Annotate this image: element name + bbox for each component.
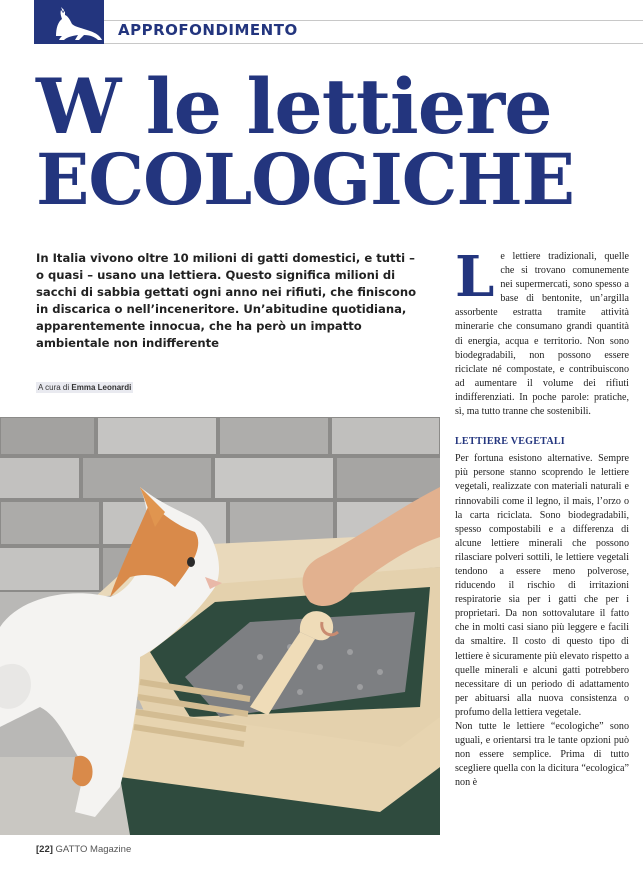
- cat-silhouette-icon: [34, 0, 104, 44]
- byline-author: Emma Leonardi: [71, 383, 132, 392]
- body-column: [455, 244, 629, 790]
- header-divider: [104, 43, 643, 44]
- body-paragraph: [455, 244, 629, 419]
- dropcap: L: [455, 244, 495, 310]
- page-footer: [36, 844, 131, 855]
- byline: [36, 383, 133, 392]
- cat-litter-photo: [0, 417, 440, 835]
- headline-line-2: ECOLOGICHE: [36, 138, 574, 221]
- headline-line-1: W le lettiere: [36, 62, 552, 151]
- page-header: [0, 0, 643, 44]
- body-paragraph-3: Non tutte le lettiere “ecologiche” sono uguali, e orientarsi tra le tante opzioni può non essere semplice. Prima di tutto scegliere quella con la dicitura “ecologica” non è: [455, 721, 629, 789]
- byline-prefix: A cura di: [38, 383, 70, 392]
- section-label: APPROFONDIMENTO: [118, 21, 298, 39]
- photo-illustration: [0, 417, 440, 835]
- lead-paragraph: In Italia vivono oltre 10 milioni di gatti domestici, e tutti – o quasi – usano una lettiera. Questo significa milioni di sacchi di sabbia gettati ogni anno nei rifiuti, che finiscono in discarica o nell’inceneritore. Un’abitudine quotidiana, apparentemente innocua, che ha però un impatto ambientale non indifferente: [36, 251, 417, 350]
- subheading: LETTIERE VEGETALI: [455, 436, 565, 448]
- body-paragraph-2: Per fortuna esistono alternative. Sempre più persone stanno scoprendo le lettiere vegetali, realizzate con materiali naturali e rinnovabili come il legno, il mais, l’orzo o la carta riciclata. Sono biodegradabili, spesso compostabili e a differenza di alcune lettiere minerali che possono rilasciare polveri sottili, le lettiere vegetali tendono a essere meno polverose, riducendo il rischio di irritazioni respiratorie sia per i gatti che per i proprietari. Da non sottovalutare il fatto che in molti casi siano più leggere e facili da smaltire. Il costo di questo tipo di lettiere è sicuramente più elevato rispetto a quelle minerali e alcuni gatti potrebbero necessitare di un periodo di adattamento per abituarsi alla nuova consistenza o profumo della lettiera vegetale.: [455, 453, 629, 718]
- body-paragraph-1: e lettiere tradizionali, quelle che si trovano comunemente nei supermercati, sono spesso a base di bentonite, un’argilla assorbente estratta tramite attività minerarie che consumano grandi quantità di energia, acqua e territorio. Non sono biodegradabili, non possono essere riciclate né compostate, e contribuiscono ad aumentare il volume dei rifiuti indifferenziati. In poche parole: pratiche, sì, ma tutto tranne che sostenibili.: [455, 251, 629, 418]
- cat-logo: [34, 0, 104, 44]
- publication-name: GATTO Magazine: [55, 844, 132, 855]
- page-number: [22]: [36, 844, 53, 855]
